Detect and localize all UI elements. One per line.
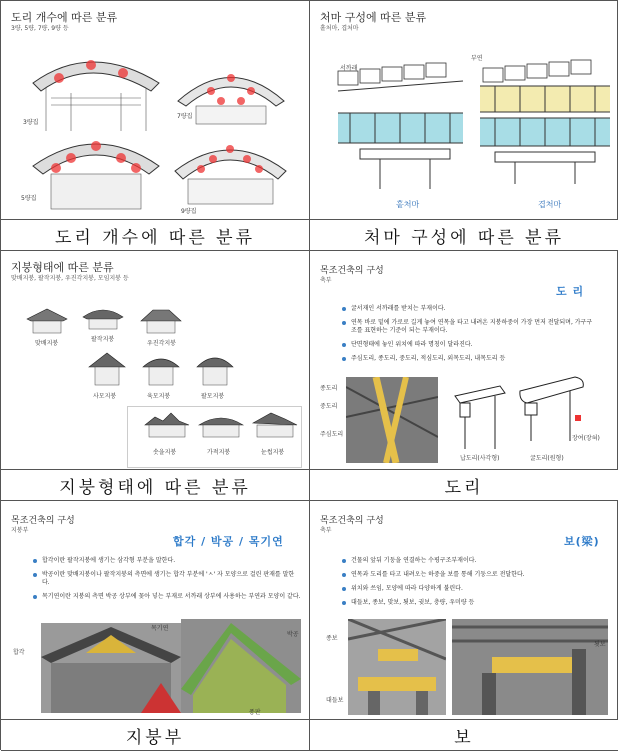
label-bakgong: 박공 bbox=[287, 631, 299, 638]
roof-square-drawing bbox=[87, 351, 127, 387]
roof-label: 눈썹지붕 bbox=[261, 449, 285, 456]
panel-subtitle: 지붕부 bbox=[11, 527, 29, 534]
roof-label: 사모지붕 bbox=[93, 393, 117, 400]
roof-hip-gable-drawing bbox=[81, 303, 125, 331]
bullet: 대들보, 종보, 맞보, 툇보, 귓보, 충량, 우미량 등 bbox=[342, 599, 610, 607]
caption: 처마 구성에 따른 분류 bbox=[310, 219, 618, 250]
label-jangyeo: 장여(장혀) bbox=[572, 435, 600, 442]
bullet: 합각이란 팔작지붕에 생기는 삼각형 부분을 말한다. bbox=[33, 557, 301, 565]
bullet: 박공이란 맞배지붕이나 팔작지붕의 측면에 생기는 합각 부분에 'ㅅ' 자 모양으로 걸린 판재를 말한다. bbox=[33, 571, 301, 587]
label-rafter: 서까래 bbox=[340, 65, 358, 72]
bullet: 연목 바로 밑에 가로로 길게 놓여 연목을 타고 내려온 지붕하중이 가장 먼저 전달되며, 가구구조를 표현하는 기준이 되는 부재이다. bbox=[342, 319, 597, 335]
label-pungpan: 풍판 bbox=[249, 709, 261, 716]
panel-title: 목조건축의 구성 bbox=[11, 516, 75, 526]
label-9: 9량집 bbox=[181, 208, 197, 215]
double-eaves-caption: 겹처마 bbox=[538, 200, 562, 209]
label-5: 5량집 bbox=[21, 195, 37, 202]
panel-subtitle: 홑처마, 겹처마 bbox=[320, 25, 359, 32]
gable-photo bbox=[41, 623, 181, 713]
bullet: 위치와 쓰임, 모양에 따라 다양하게 불린다. bbox=[342, 585, 610, 593]
caption: 보 bbox=[310, 719, 618, 750]
section-heading: 합각 / 박공 / 목기연 bbox=[173, 535, 284, 548]
label-mokgiyeon: 목기연 bbox=[151, 625, 169, 632]
cell-eaves bbox=[310, 1, 618, 251]
bullet: 건물의 앞뒤 기둥을 연결하는 수평구조부재이다. bbox=[342, 557, 610, 565]
panel-title: 목조건축의 구성 bbox=[320, 516, 384, 526]
caption: 지붕형태에 따른 분류 bbox=[1, 469, 309, 500]
label-jungdori: 중도리 bbox=[320, 403, 338, 410]
label-jongdori: 종도리 bbox=[320, 385, 338, 392]
section-heading: 보(梁) bbox=[564, 535, 600, 548]
roof-raised-drawing bbox=[143, 411, 191, 441]
cell-dori bbox=[310, 251, 618, 501]
roof-hip-drawing bbox=[139, 307, 183, 335]
label-hapgak: 합각 bbox=[13, 649, 25, 656]
square-purlin-drawing bbox=[450, 381, 510, 451]
panel-subtitle: 축부 bbox=[320, 527, 332, 534]
bullet-list bbox=[342, 305, 597, 369]
label-round-purlin: 굴도리(원형) bbox=[530, 455, 564, 462]
bullet: 목기연이란 지붕의 측면 박공 상부에 꽂아 넣는 부재로 서까래 상부에 사용하는 부연과 모양이 같다. bbox=[33, 593, 301, 601]
ceiling-photo bbox=[346, 377, 438, 463]
cell-purlin-count bbox=[1, 1, 310, 251]
beam-photo-right bbox=[452, 619, 608, 715]
roof-label: 팔작지붕 bbox=[91, 336, 115, 343]
roof-9-drawing bbox=[173, 131, 288, 206]
bullet: 단면형태에 놓인 위치에 따라 명칭이 달라진다. bbox=[342, 341, 597, 349]
roof-label: 가적지붕 bbox=[207, 449, 231, 456]
bullet-list bbox=[342, 557, 610, 613]
roof-label: 맞배지붕 bbox=[35, 340, 59, 347]
panel-subtitle: 맞배지붕, 팔작지붕, 우진각지붕, 모임지붕 등 bbox=[11, 275, 129, 282]
label-daedeulbo: 대들보 bbox=[326, 697, 344, 704]
single-eaves-drawing bbox=[320, 61, 470, 191]
roof-eyebrow-drawing bbox=[251, 411, 299, 441]
double-eaves-drawing bbox=[475, 56, 615, 186]
section-heading: 도 리 bbox=[556, 285, 585, 298]
panel-title: 목조건축의 구성 bbox=[320, 266, 384, 276]
panel-subtitle: 축부 bbox=[320, 277, 332, 284]
bullet-list bbox=[33, 557, 301, 607]
label-jongbo: 종보 bbox=[326, 635, 338, 642]
roof-label: 육모지붕 bbox=[147, 393, 171, 400]
bullet: 주심도리, 종도리, 중도리, 적심도리, 외목도리, 내목도리 등 bbox=[342, 355, 597, 363]
roof-hexagon-drawing bbox=[141, 351, 181, 387]
single-eaves-caption: 홑처마 bbox=[396, 200, 420, 209]
caption: 도리 개수에 따른 분류 bbox=[1, 219, 309, 250]
panel-title: 지붕형태에 따른 분류 bbox=[11, 261, 114, 274]
roof-lean-to-drawing bbox=[197, 411, 245, 441]
bullet: 연목과 도리를 타고 내려오는 하중을 보를 통해 기둥으로 전달한다. bbox=[342, 571, 610, 579]
cell-roof-part bbox=[1, 501, 310, 751]
roof-gable-drawing bbox=[25, 307, 69, 335]
bullet: 굴서재인 서까래를 받치는 부재이다. bbox=[342, 305, 597, 313]
label-square-purlin: 납도리(사각형) bbox=[460, 455, 500, 462]
label-jusimdori: 주심도리 bbox=[320, 431, 344, 438]
roof-label: 솟을지붕 bbox=[153, 449, 177, 456]
label-7: 7량집 bbox=[177, 113, 193, 120]
panel-subtitle: 3량, 5량, 7량, 9량 등 bbox=[11, 25, 69, 32]
cell-beam bbox=[310, 501, 618, 751]
caption: 도리 bbox=[310, 469, 618, 500]
beam-photo-left bbox=[348, 619, 446, 715]
roof-7-drawing bbox=[176, 56, 286, 126]
roof-octagon-drawing bbox=[195, 351, 235, 387]
caption: 지붕부 bbox=[1, 719, 309, 750]
roof-label: 우진각지붕 bbox=[147, 340, 176, 347]
cell-roof-shape bbox=[1, 251, 310, 501]
roof-5-drawing bbox=[31, 126, 161, 211]
label-buyeon: 부연 bbox=[471, 55, 483, 62]
panel-title: 처마 구성에 따른 분류 bbox=[320, 11, 427, 24]
label-toebo: 툇보 bbox=[594, 641, 606, 648]
label-3: 3량집 bbox=[23, 119, 39, 126]
panel-title: 도리 개수에 따른 분류 bbox=[11, 11, 118, 24]
gable-side-photo bbox=[181, 619, 301, 713]
roof-label: 팔모지붕 bbox=[201, 393, 225, 400]
roof-3-drawing bbox=[31, 43, 161, 133]
